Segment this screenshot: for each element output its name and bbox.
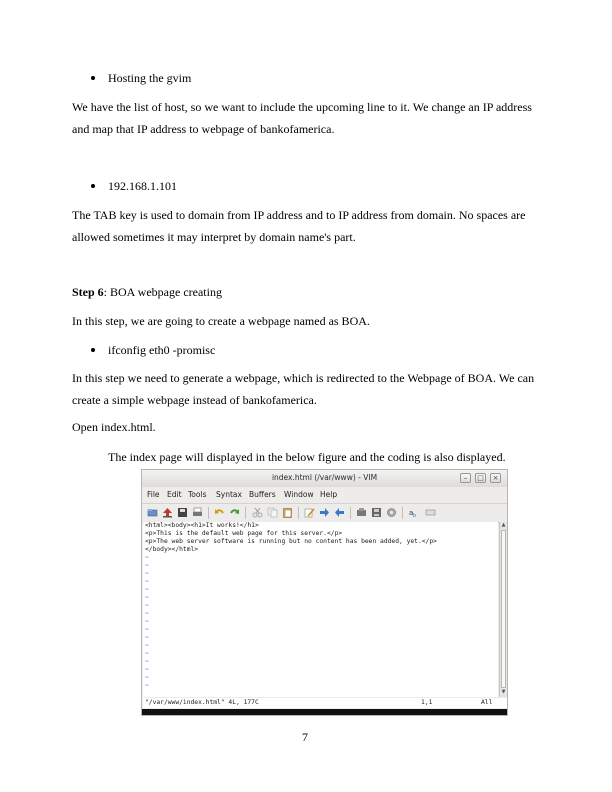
menu-edit[interactable]: Edit (167, 490, 182, 499)
window-titlebar (142, 470, 507, 487)
close-button[interactable]: × (490, 473, 501, 483)
open-icon[interactable] (147, 507, 158, 518)
menu-tools[interactable]: Tools (188, 490, 207, 499)
paste-icon[interactable] (282, 507, 293, 518)
editor-buffer[interactable] (143, 522, 498, 697)
menu-bar (142, 488, 507, 503)
scroll-up-icon[interactable]: ▲ (501, 522, 506, 528)
toolbar-separator (402, 507, 403, 519)
bullet-hosting-gvim: Hosting the gvim (108, 71, 192, 85)
window-bottom-bar (142, 709, 507, 715)
save-all-icon[interactable] (177, 507, 188, 518)
minimize-button[interactable]: – (460, 473, 471, 483)
save-icon[interactable] (162, 507, 173, 518)
menu-buffers[interactable]: Buffers (249, 490, 276, 499)
empty-line-tilde: ~ (145, 626, 149, 633)
run-script-icon[interactable] (386, 507, 397, 518)
empty-line-tilde: ~ (145, 634, 149, 641)
empty-line-tilde: ~ (145, 666, 149, 673)
menu-syntax[interactable]: Syntax (216, 490, 242, 499)
empty-line-tilde: ~ (145, 602, 149, 609)
empty-line-tilde: ~ (145, 594, 149, 601)
bullet-ip-address: 192.168.1.101 (108, 179, 177, 193)
find-next-icon[interactable] (319, 507, 330, 518)
empty-line-tilde: ~ (145, 570, 149, 577)
paragraph-host-list: We have the list of host, so we want to include the upcoming line to it. We change an IP address and map that IP address to webpage of bankofamerica. (72, 100, 532, 136)
code-line: <p>The web server software is running but no content has been added, yet.</p> (145, 538, 437, 545)
vim-status-line (143, 698, 507, 708)
paragraph-figure-caption: The index page will displayed in the below figure and the coding is also displayed. (108, 450, 506, 464)
code-line: <p>This is the default web page for this server.</p> (145, 530, 343, 537)
paragraph-tab-key: The TAB key is used to domain from IP address and to IP address from domain. No spaces are allowed sometimes it may interpret by domain name's part. (72, 208, 526, 244)
scrollbar-thumb[interactable] (501, 530, 506, 688)
menu-window[interactable]: Window (284, 490, 314, 499)
window-title: index.html (/var/www) - VIM (271, 473, 378, 482)
step-heading (72, 285, 222, 300)
toolbar-separator (245, 507, 246, 519)
step-label: Step 6 (72, 285, 104, 299)
load-session-icon[interactable] (356, 507, 367, 518)
vim-window-screenshot (141, 469, 508, 716)
empty-line-tilde: ~ (145, 554, 149, 561)
empty-line-tilde: ~ (145, 578, 149, 585)
make-icon[interactable] (408, 507, 419, 518)
menu-help[interactable]: Help (320, 490, 338, 499)
code-line: </body></html> (145, 546, 199, 553)
empty-line-tilde: ~ (145, 610, 149, 617)
print-icon[interactable] (192, 507, 203, 518)
paragraph-generate-webpage: In this step we need to generate a webpage, which is redirected to the Webpage of BOA. We can create a simple webpage instead of bankofamerica. (72, 371, 535, 407)
empty-line-tilde: ~ (145, 674, 149, 681)
toolbar (142, 503, 507, 523)
find-prev-icon[interactable] (334, 507, 345, 518)
save-session-icon[interactable] (371, 507, 382, 518)
svg-text:a: a (409, 509, 414, 517)
empty-line-tilde: ~ (145, 650, 149, 657)
bullet-dot (91, 76, 95, 80)
bullet-ifconfig: ifconfig eth0 -promisc (108, 343, 216, 357)
replace-icon[interactable] (304, 507, 315, 518)
maximize-button[interactable]: □ (475, 473, 486, 483)
status-file-info: "/var/www/index.html" 4L, 177C (145, 699, 259, 706)
toolbar-separator (298, 507, 299, 519)
status-scroll-percent: All (481, 699, 493, 706)
toolbar-separator (350, 507, 351, 519)
bullet-dot (91, 348, 95, 352)
paragraph-step-intro: In this step, we are going to create a webpage named as BOA. (72, 314, 370, 328)
svg-text:b: b (413, 513, 417, 518)
bullet-dot (91, 184, 95, 188)
status-cursor-position: 1,1 (421, 699, 433, 706)
page-number: 7 (302, 730, 308, 744)
empty-line-tilde: ~ (145, 618, 149, 625)
copy-icon[interactable] (267, 507, 278, 518)
cut-icon[interactable] (252, 507, 263, 518)
empty-line-tilde: ~ (145, 682, 149, 689)
vertical-scrollbar[interactable] (499, 522, 507, 697)
toolbar-separator (208, 507, 209, 519)
step-title: : BOA webpage creating (103, 285, 222, 299)
paragraph-open-index: Open index.html. (72, 420, 156, 434)
empty-line-tilde: ~ (145, 658, 149, 665)
scroll-down-icon[interactable]: ▼ (501, 689, 506, 695)
empty-line-tilde: ~ (145, 586, 149, 593)
menu-file[interactable]: File (147, 490, 160, 499)
code-line: <html><body><h1>It works!</h1> (145, 522, 259, 529)
empty-line-tilde: ~ (145, 642, 149, 649)
help-icon[interactable] (425, 507, 436, 518)
redo-icon[interactable] (229, 507, 240, 518)
empty-line-tilde: ~ (145, 562, 149, 569)
undo-icon[interactable] (214, 507, 225, 518)
